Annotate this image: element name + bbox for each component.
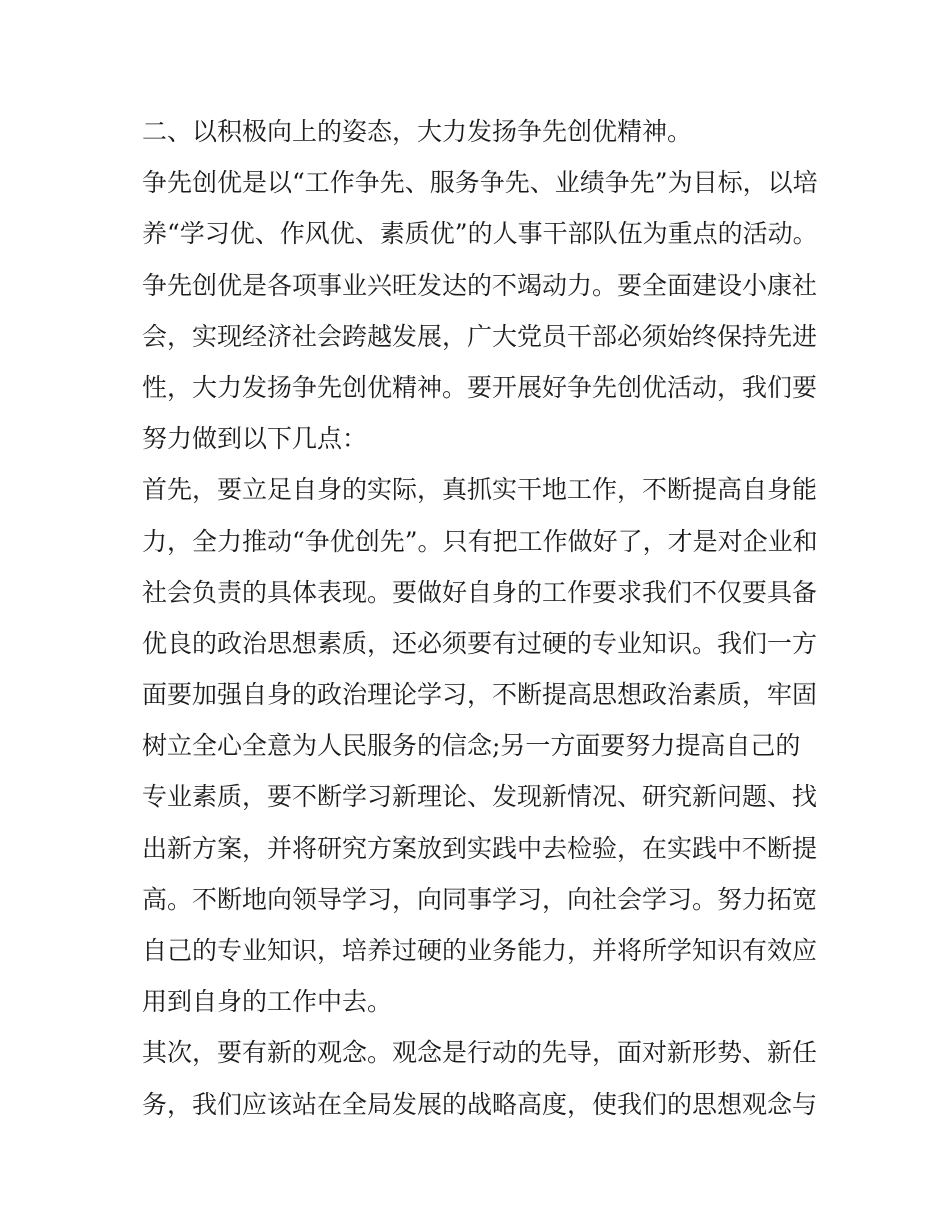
text-line: 力，全力推动“争优创先”。只有把工作做好了，才是对企业和: [142, 526, 818, 556]
text-line: 优良的政治思想素质，还必须要有过硬的专业知识。我们一方: [142, 628, 818, 658]
text-line: 争先创优是各项事业兴旺发达的不竭动力。要全面建设小康社: [142, 270, 818, 300]
text-line: 自己的专业知识，培养过硬的业务能力，并将所学知识有效应: [142, 936, 818, 965]
text-line: 树立全心全意为人民服务的信念;另一方面要努力提高自己的: [142, 731, 801, 761]
text-line: 养“学习优、作风优、素质优”的人事干部队伍为重点的活动。: [142, 219, 818, 249]
text-line: 面要加强自身的政治理论学习，不断提高思想政治素质，牢固: [142, 680, 818, 710]
text-line: 争先创优是以“工作争先、服务争先、业绩争先”为目标，以培: [142, 168, 818, 198]
text-line: 出新方案，并将研究方案放到实践中去检验，在实践中不断提: [142, 833, 818, 863]
text-line: 会，实现经济社会跨越发展，广大党员干部必须始终保持先进: [142, 321, 818, 351]
text-line: 社会负责的具体表现。要做好自身的工作要求我们不仅要具备: [142, 577, 818, 607]
text-line: 用到自身的工作中去。: [142, 987, 393, 1017]
text-line: 高。不断地向领导学习，向同事学习，向社会学习。努力拓宽: [142, 884, 818, 914]
text-line: 专业素质，要不断学习新理论、发现新情况、研究新问题、找: [142, 782, 818, 812]
text-line: 首先，要立足自身的实际，真抓实干地工作，不断提高自身能: [142, 475, 818, 505]
text-line: 努力做到以下几点：: [142, 424, 368, 454]
text-line: 其次，要有新的观念。观念是行动的先导，面对新形势、新任: [142, 1038, 818, 1068]
text-line: 二、以积极向上的姿态，大力发扬争先创优精神。: [142, 117, 693, 146]
text-line: 务，我们应该站在全局发展的战略高度，使我们的思想观念与: [142, 1089, 818, 1119]
document-body: [142, 106, 822, 1130]
text-line: 性，大力发扬争先创优精神。要开展好争先创优活动，我们要: [142, 372, 818, 402]
